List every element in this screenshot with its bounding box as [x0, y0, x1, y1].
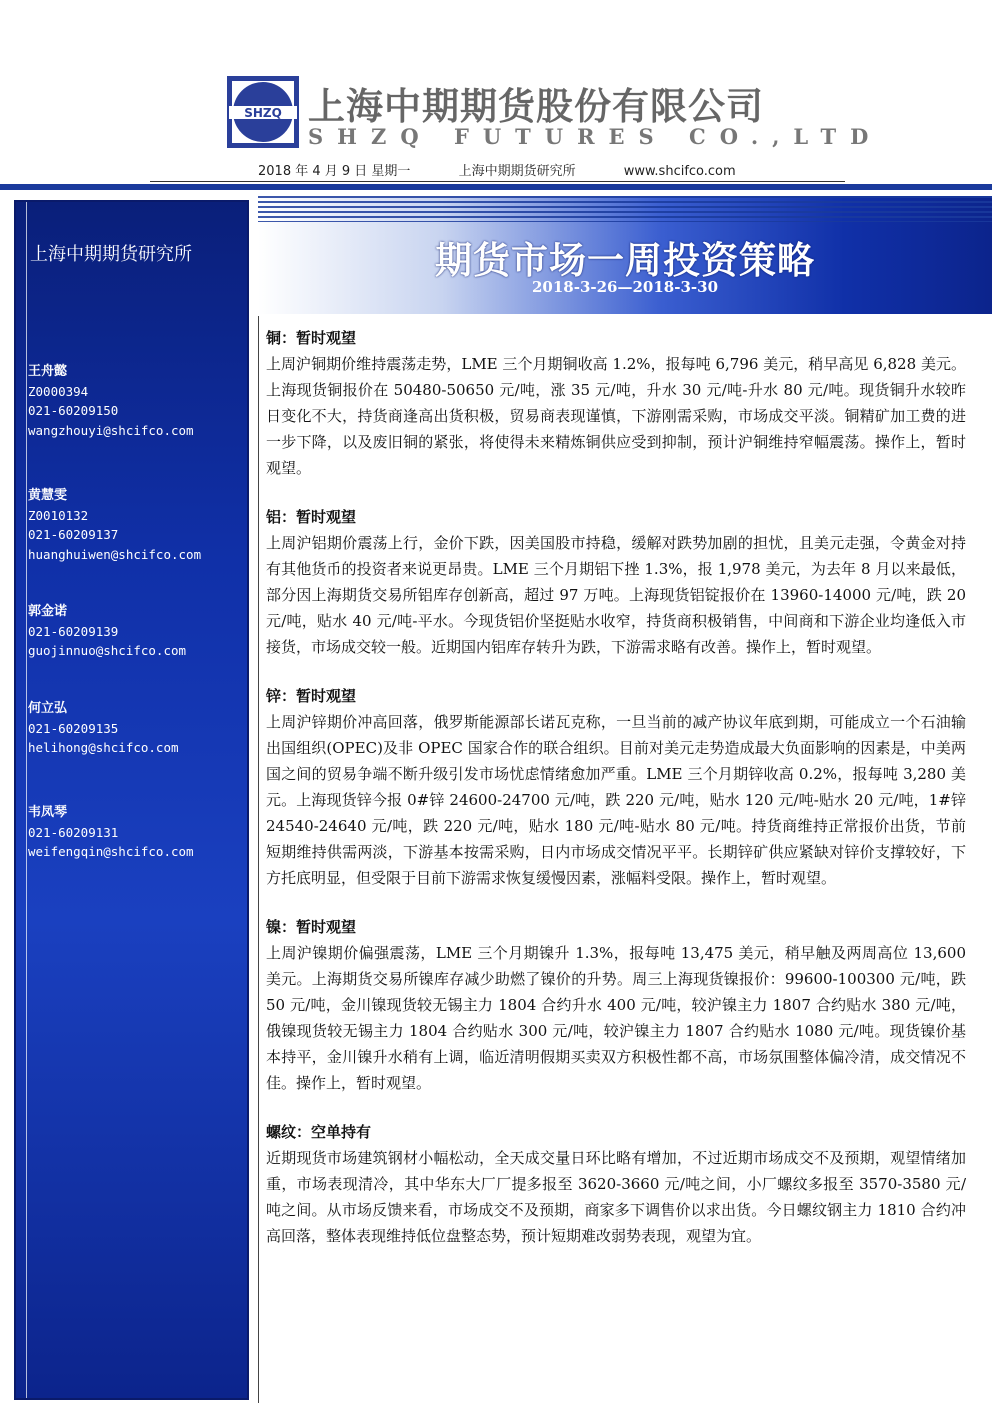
contact-email[interactable]: wangzhouyi@shcifco.com	[28, 422, 194, 438]
section-title: 铝：暂时观望	[266, 508, 357, 526]
company-name-en: SHZQ FUTURES CO.,LTD	[308, 124, 883, 149]
section-title: 铜：暂时观望	[266, 329, 357, 347]
sidebar-divider	[26, 202, 27, 1398]
section-title: 镍：暂时观望	[266, 918, 357, 936]
report-date: 2018 年 4 月 9 日 星期一	[258, 164, 411, 179]
section-text: 上周沪锌期价冲高回落，俄罗斯能源部长诺瓦克称，一旦当前的减产协议年底到期，可能成立一个石油输出国组织(OPEC)及非 OPEC 国家合作的联合组织。目前对美元走势造成最大负面影响的因素是，中美两国之间的贸易争端不断升级引发市场忧虑情绪愈加严重。LME 三个月期锌收高 0.2%，报每吨 3,280 美元。上海现货锌今报 0#锌 24600-24700 元/吨，跌 220 元/吨，贴水 120 元/吨-贴水 20 元/吨，1#锌 24540-24640 元/吨，跌 220 元/吨，贴水 180 元/吨-贴水 80 元/吨。持货商维持正常报价出货，节前短期维持供需两淡，下游基本按需采购，日内市场成交情况平平。长期锌矿供应紧缺对锌价支撑较好，下方托底明显，但受限于目前下游需求恢复缓慢因素，涨幅料受限。操作上，暂时观望。	[266, 713, 966, 887]
contact-license: Z0000394	[28, 383, 89, 399]
contact-phone: 021-60209137	[28, 527, 119, 542]
contact-name: 郭金诺	[28, 604, 68, 619]
contact-card	[28, 486, 201, 564]
section-copper	[266, 326, 966, 481]
section-text: 上周沪铝期价震荡上行，金价下跌，因美国股市持稳，缓解对跌势加剧的担忧，且美元走强，令黄金对持有其他货币的投资者来说更昂贵。LME 三个月期铝下挫 1.3%，报 1,978 美元，为去年 8 月以来最低，部分因上海期货交易所铝库存创新高，超过 97 万吨。上海现货铝锭报价在 13960-14000 元/吨，跌 20 元/吨，贴水 40 元/吨-平水。今现货铝价坚挺贴水收窄，持货商积极销售，中间商和下游企业均逢低入市接货，市场成交较一般。近期国内铝库存转升为跌，下游需求略有改善。操作上，暂时观望。	[266, 534, 966, 656]
content-divider	[258, 316, 259, 1403]
contact-name: 何立弘	[28, 701, 68, 716]
report-date-range: 2018-3-26—2018-3-30	[531, 278, 719, 296]
section-title: 螺纹：空单持有	[266, 1123, 372, 1141]
section-aluminum	[266, 505, 966, 660]
contact-license: Z0010132	[28, 507, 89, 523]
section-text: 上周沪铜期价维持震荡走势，LME 三个月期铜收高 1.2%，报每吨 6,796 美元，稍早高见 6,828 美元。上海现货铜报价在 50480-50650 元/吨，涨 35 元/吨，升水 30 元/吨-升水 80 元/吨。现货铜升水较昨日变化不大，持货商逢高出货积极，贸易商表现谨慎，下游刚需采购，市场成交平淡。铜精矿加工费的进一步下降，以及废旧铜的紧张，将使得未来精炼铜供应受到抑制，预计沪铜维持窄幅震荡。操作上，暂时观望。	[266, 355, 966, 477]
title-banner	[258, 196, 992, 314]
contact-card	[28, 803, 194, 862]
contact-name: 王舟懿	[28, 364, 68, 379]
section-text: 近期现货市场建筑钢材小幅松动，全天成交量日环比略有增加，不过近期市场成交不及预期，观望情绪加重，市场表现清冷，其中华东大厂厂提多报至 3620-3660 元/吨之间，小厂螺纹多报至 3570-3580 元/吨之间。从市场反馈来看，市场成交不及预期，商家多下调售价以求出货。今日螺纹钢主力 1810 合约冲高回落，整体表现维持低位盘整态势，预计短期难改弱势表现，观望为宜。	[266, 1149, 966, 1245]
sidebar	[14, 200, 249, 1400]
company-name-cn: 上海中期期货股份有限公司	[308, 85, 764, 128]
section-title: 锌：暂时观望	[266, 687, 357, 705]
contact-email[interactable]: helihong@shcifco.com	[28, 740, 179, 755]
website-link[interactable]: www.shcifco.com	[623, 164, 736, 179]
contact-card	[28, 602, 186, 661]
contact-email[interactable]: guojinnuo@shcifco.com	[28, 643, 187, 658]
company-logo	[227, 76, 299, 148]
section-rebar	[266, 1120, 966, 1249]
contact-card	[28, 699, 179, 758]
report-title: 期货市场一周投资策略	[435, 239, 815, 282]
banner-stripes	[258, 196, 992, 222]
section-text: 上周沪镍期价偏强震荡，LME 三个月期镍升 1.3%，报每吨 13,475 美元，稍早触及两周高位 13,600 美元。上海期货交易所镍库存减少助燃了镍价的升势。周三上海现货镍报价：99600-100300 元/吨，跌 50 元/吨，金川镍现货较无锡主力 1804 合约升水 400 元/吨，较沪镍主力 1807 合约贴水 380 元/吨，俄镍现货较无锡主力 1804 合约贴水 300 元/吨，较沪镍主力 1807 合约贴水 1080 元/吨。现货镍价基本持平，金川镍升水稍有上调，临近清明假期买卖双方积极性都不高，市场氛围整体偏冷清，成交情况不佳。操作上，暂时观望。	[266, 944, 966, 1092]
contact-email[interactable]: huanghuiwen@shcifco.com	[28, 546, 202, 562]
contact-email[interactable]: weifengqin@shcifco.com	[28, 844, 194, 859]
contact-phone: 021-60209139	[28, 623, 119, 639]
page-header	[0, 0, 992, 190]
sidebar-institute: 上海中期期货研究所	[30, 244, 192, 265]
dateline	[258, 160, 780, 179]
contact-phone: 021-60209150	[28, 403, 119, 418]
svg-text:SHZQ: SHZQ	[244, 106, 282, 120]
contact-phone: 021-60209131	[28, 824, 119, 840]
header-institute: 上海中期期货研究所	[458, 164, 576, 179]
contact-phone: 021-60209135	[28, 720, 119, 736]
report-body	[266, 326, 966, 1273]
contact-card	[28, 362, 194, 440]
section-nickel	[266, 915, 966, 1096]
section-zinc	[266, 684, 966, 891]
header-rule	[150, 181, 845, 182]
contact-name: 韦凤琴	[28, 805, 68, 820]
contact-name: 黄慧雯	[28, 488, 68, 503]
header-bar	[0, 184, 992, 190]
